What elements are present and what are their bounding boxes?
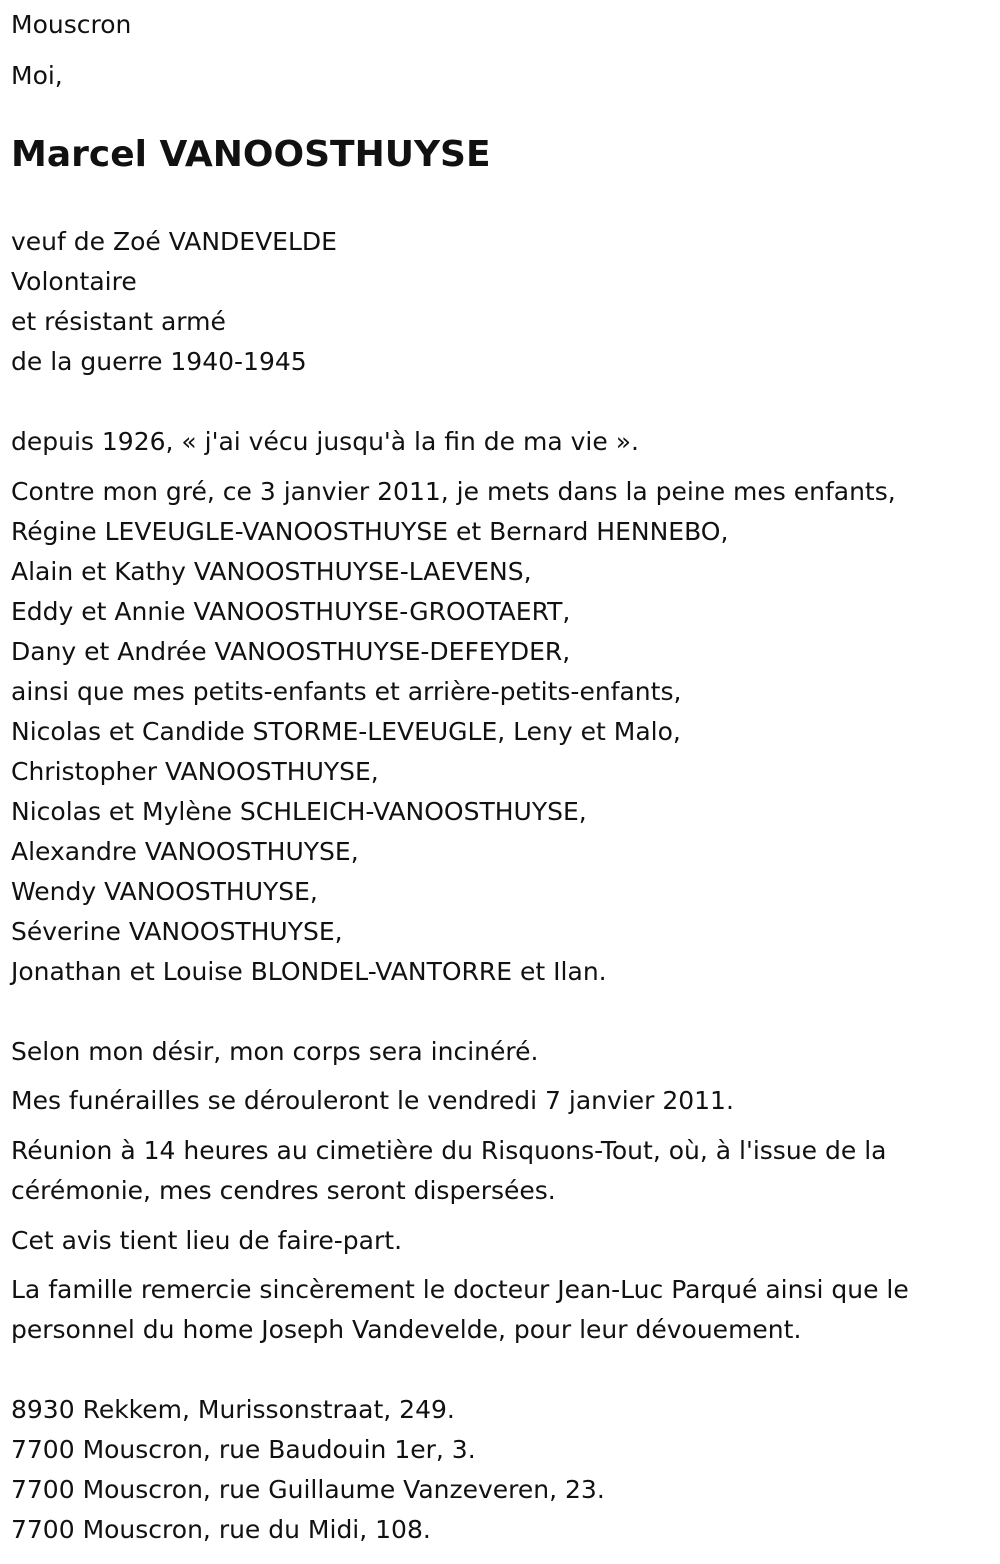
greeting: Moi, (11, 61, 63, 90)
notice-line: Cet avis tient lieu de faire-part. (11, 1226, 403, 1255)
family-line: Dany et Andrée VANOOSTHUYSE-DEFEYDER, (11, 637, 571, 666)
address-line: 7700 Mouscron, rue du Midi, 108. (11, 1515, 431, 1544)
title-line: Volontaire (11, 267, 137, 296)
family-line: Eddy et Annie VANOOSTHUYSE-GROOTAERT, (11, 597, 571, 626)
family-line: Wendy VANOOSTHUYSE, (11, 877, 318, 906)
family-line: Alain et Kathy VANOOSTHUYSE-LAEVENS, (11, 557, 532, 586)
titles-block (11, 222, 337, 382)
meeting-info: Réunion à 14 heures au cimetière du Risquons-Tout, où, à l'issue de la cérémonie, mes cendres seront dispersées. (11, 1136, 887, 1205)
title-line: et résistant armé (11, 307, 226, 336)
cremation-wish: Selon mon désir, mon corps sera incinéré. (11, 1037, 539, 1066)
city-heading: Mouscron (11, 10, 132, 39)
family-line: Christopher VANOOSTHUYSE, (11, 757, 379, 786)
address-line: 7700 Mouscron, rue Guillaume Vanzeveren, 23. (11, 1475, 605, 1504)
family-line: Séverine VANOOSTHUYSE, (11, 917, 343, 946)
addresses-block (11, 1390, 605, 1550)
family-line: Nicolas et Candide STORME-LEVEUGLE, Leny et Malo, (11, 717, 681, 746)
title-line: veuf de Zoé VANDEVELDE (11, 227, 337, 256)
family-line: Régine LEVEUGLE-VANOOSTHUYSE et Bernard HENNEBO, (11, 517, 729, 546)
family-block (11, 472, 896, 992)
family-line: Alexandre VANOOSTHUYSE, (11, 837, 359, 866)
address-line: 8930 Rekkem, Murissonstraat, 249. (11, 1395, 455, 1424)
since-line: depuis 1926, « j'ai vécu jusqu'à la fin de ma vie ». (11, 427, 639, 456)
thanks-paragraph: La famille remercie sincèrement le docteur Jean-Luc Parqué ainsi que le personnel du home Joseph Vandevelde, pour leur dévouement. (11, 1275, 909, 1344)
family-line: Contre mon gré, ce 3 janvier 2011, je mets dans la peine mes enfants, (11, 477, 896, 506)
family-line: Nicolas et Mylène SCHLEICH-VANOOSTHUYSE, (11, 797, 587, 826)
title-line: de la guerre 1940-1945 (11, 347, 307, 376)
deceased-name: Marcel VANOOSTHUYSE (11, 134, 491, 175)
family-line: Jonathan et Louise BLONDEL-VANTORRE et Ilan. (11, 957, 607, 986)
family-line: ainsi que mes petits-enfants et arrière-petits-enfants, (11, 677, 682, 706)
address-line: 7700 Mouscron, rue Baudouin 1er, 3. (11, 1435, 476, 1464)
funeral-date: Mes funérailles se dérouleront le vendredi 7 janvier 2011. (11, 1086, 734, 1115)
